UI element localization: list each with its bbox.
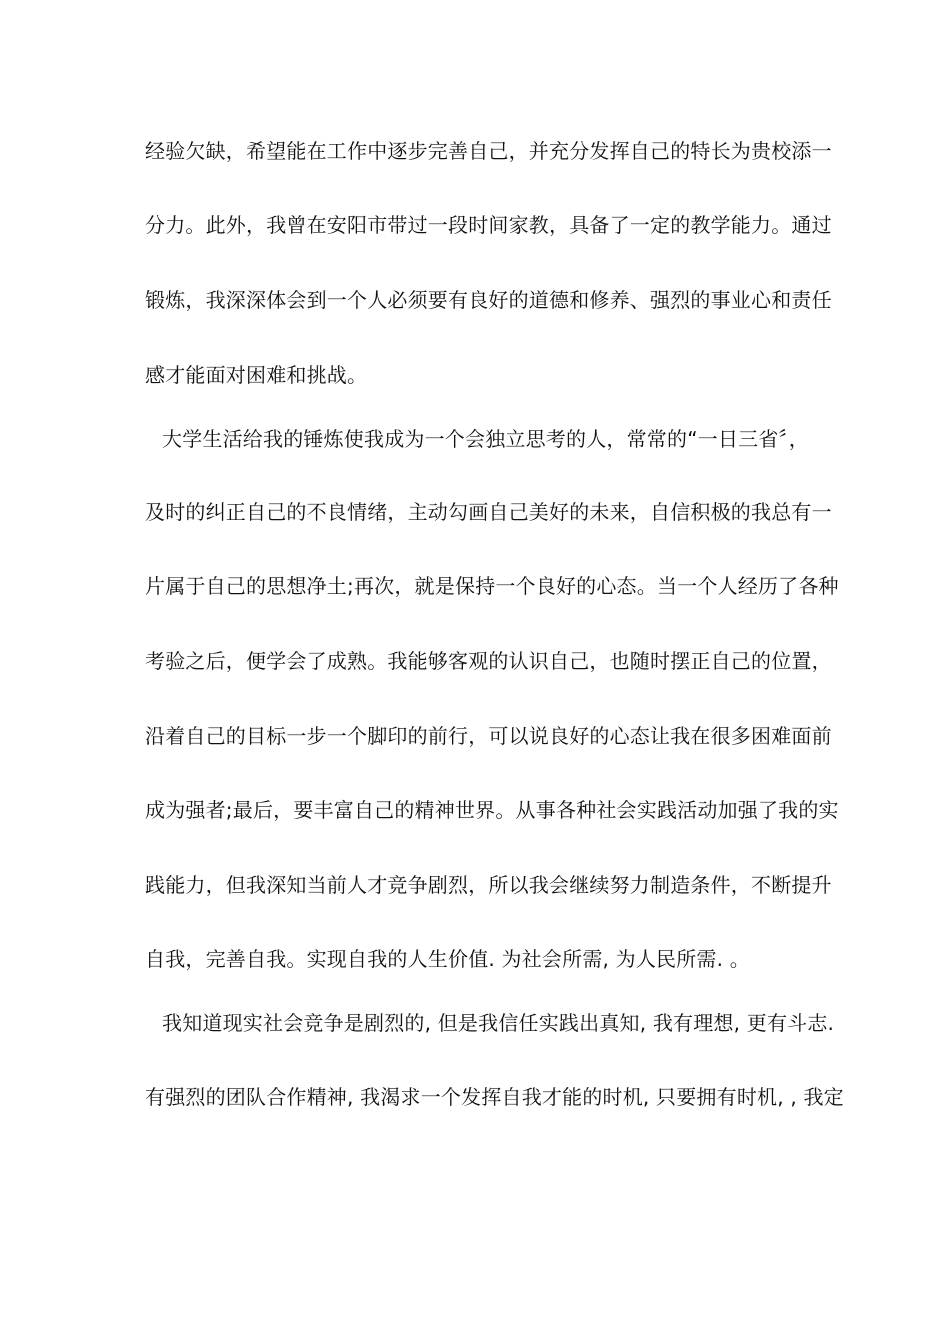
text-line-2: 分力。此外，我曾在安阳市带过一段时间家教，具备了一定的教学能力。通过 (145, 213, 832, 237)
paragraph-3-line-1: 我知道现实社会竞争是剧烈的, 但是我信任实践出真知, 我有理想, 更有斗志. (162, 1011, 835, 1035)
text-line-9: 沿着自己的目标一步一个脚印的前行，可以说良好的心态让我在很多困难面前 (145, 724, 832, 748)
text-line-7: 片属于自己的思想净土;再次，就是保持一个良好的心态。当一个人经历了各种 (145, 574, 839, 598)
paragraph-2-line-1: 大学生活给我的锤炼使我成为一个会独立思考的人，常常的“一日三省〞， (162, 427, 809, 451)
text-line-1: 经验欠缺，希望能在工作中逐步完善自己，并充分发挥自己的特长为贵校添一 (145, 139, 832, 163)
text-line-11: 践能力，但我深知当前人才竞争剧烈，所以我会继续努力制造条件，不断提升 (145, 873, 832, 897)
text-line-14: 有强烈的团队合作精神, 我渴求一个发挥自我才能的时机, 只要拥有时机, , 我定 (145, 1085, 844, 1109)
text-line-4: 感才能面对困难和挑战。 (145, 363, 368, 387)
text-line-8: 考验之后，便学会了成熟。我能够客观的认识自己，也随时摆正自己的位置， (145, 649, 832, 673)
text-line-12: 自我，完善自我。实现自我的人生价值. 为社会所需, 为人民所需. 。 (145, 947, 750, 971)
text-line-3: 锻炼，我深深体会到一个人必须要有良好的道德和修养、强烈的事业心和责任 (145, 288, 832, 312)
text-line-6: 及时的纠正自己的不良情绪，主动勾画自己美好的未来，自信积极的我总有一 (145, 500, 832, 524)
text-line-10: 成为强者;最后，要丰富自己的精神世界。从事各种社会实践活动加强了我的实 (145, 798, 839, 822)
